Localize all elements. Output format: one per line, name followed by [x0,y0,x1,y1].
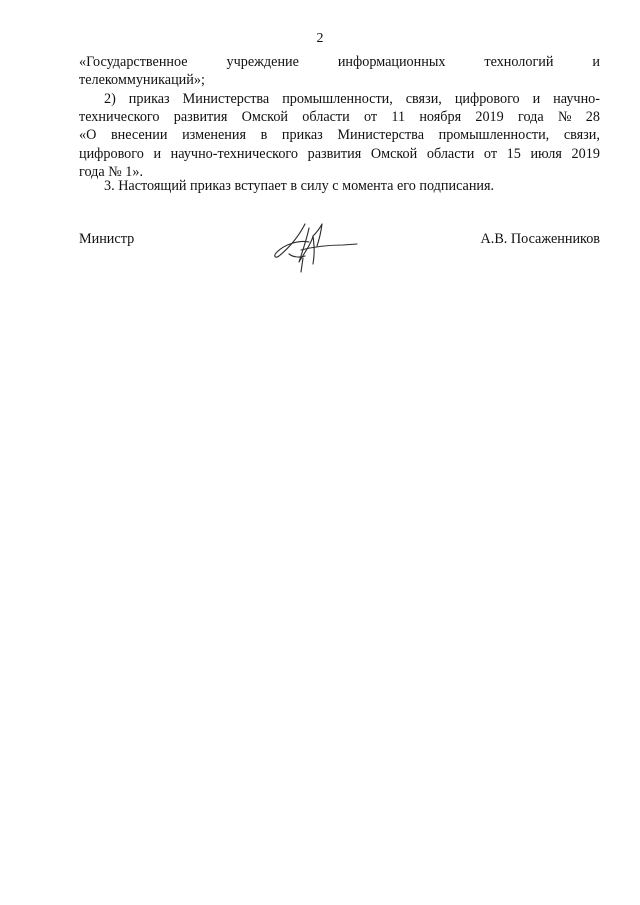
word: 2019 [475,109,504,126]
word: «Государственное [79,54,188,70]
word: связи, [405,91,442,107]
paragraph-3 [79,177,600,195]
paragraph-2 [79,90,600,181]
word: информационных [337,54,446,70]
word: от [483,145,498,162]
word: года [518,109,544,126]
word: 11 [391,109,406,126]
word: № [557,109,572,126]
word: от [364,109,378,126]
paragraph-1-line-2: телекоммуникаций»; [79,72,205,89]
word: области [426,145,475,162]
word: промышленности, [438,127,550,144]
word: связи, [563,127,600,144]
word: научно- [553,91,600,107]
word: области [302,109,350,126]
word: Омской [241,109,289,126]
signatory-name: А.В. Посаженников [480,231,600,247]
word: технологий [484,54,554,70]
signatory-title: Министр [79,231,135,247]
word: 28 [585,109,600,126]
word: Министерства [337,127,424,144]
word: июля [530,145,562,162]
paragraph-1 [79,53,600,89]
page-number: 2 [316,31,324,46]
word: изменения [182,127,246,144]
handwritten-signature-icon [265,214,360,274]
word: внесении [110,127,168,144]
word: промышленности, [282,91,393,107]
word: 15 [506,145,521,162]
word: и [592,54,600,70]
word: развития [173,109,228,126]
word: «О [79,127,97,144]
word: и [532,91,541,107]
word: Министерства [182,91,270,107]
word: учреждение [226,54,299,70]
word: 2019 [571,145,600,162]
word: приказ [128,91,170,107]
word: научно-технического [170,145,298,162]
word: в [260,127,268,144]
word: цифрового [79,145,144,162]
word: приказ [281,127,323,144]
paragraph-2-line-5: года № 1». [79,163,144,180]
word: 2) [104,91,116,107]
word: ноября [419,109,462,126]
word: развития [307,145,362,162]
paragraph-3-line-1: 3. Настоящий приказ вступает в силу с момента его подписания. [104,178,495,194]
paragraph-2-line-3 [79,126,600,144]
word: и [153,145,162,162]
paragraph-2-line-4 [79,145,600,163]
word: цифрового [454,91,520,107]
word: Омской [370,145,418,162]
signature-block [79,226,600,266]
paragraph-2-line-2 [79,108,600,126]
word: технического [79,109,160,126]
paragraph-1-line-1 [79,53,600,71]
paragraph-2-line-1 [79,90,600,108]
